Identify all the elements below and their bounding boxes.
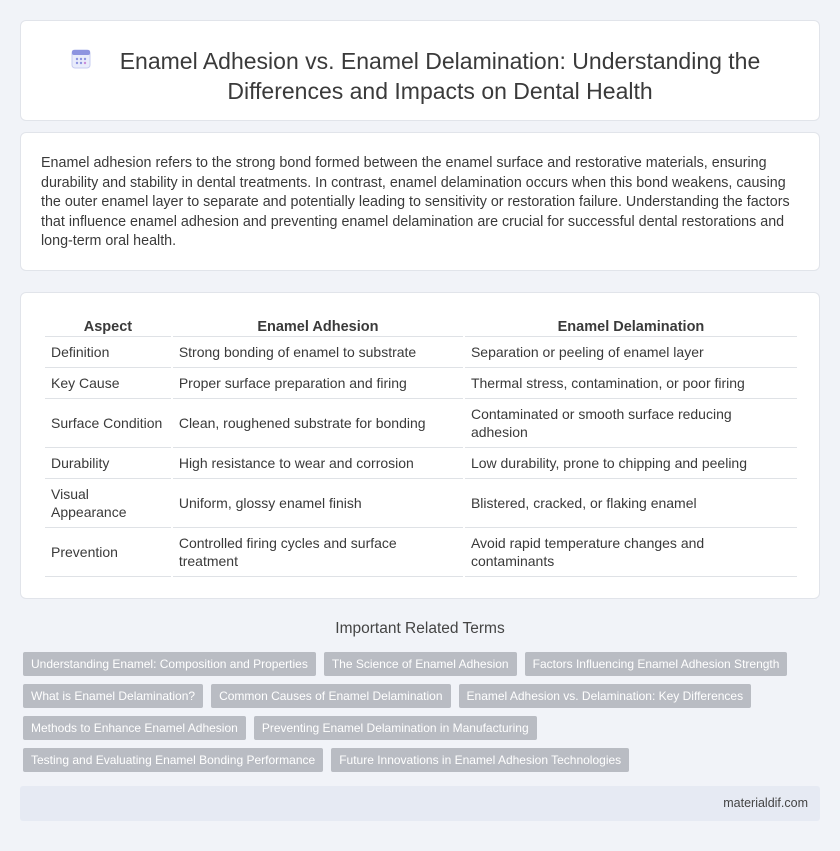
row-aspect: Key Cause bbox=[45, 368, 171, 399]
related-terms-list bbox=[23, 652, 803, 772]
row-adhesion: High resistance to wear and corrosion bbox=[173, 448, 463, 479]
related-term-tag[interactable]: Testing and Evaluating Enamel Bonding Performance bbox=[23, 748, 323, 772]
row-aspect: Prevention bbox=[45, 528, 171, 577]
table-header-row bbox=[45, 317, 797, 337]
table-row bbox=[45, 337, 797, 368]
row-delamination: Thermal stress, contamination, or poor firing bbox=[465, 368, 797, 399]
intro-paragraph: Enamel adhesion refers to the strong bond formed between the enamel surface and restorative materials, ensuring durability and stability in dental treatments. In contrast, enamel delamination occurs when this bond weakens, causing the outer enamel layer to separate and potentially leading to sensitivity or restoration failure. Understanding the factors that influence enamel adhesion and preventing enamel delamination are crucial for successful dental restorations and long-term oral health. bbox=[41, 155, 790, 249]
header-enamel-adhesion: Enamel Adhesion bbox=[173, 317, 463, 337]
row-delamination: Avoid rapid temperature changes and contaminants bbox=[465, 528, 797, 577]
comparison-table bbox=[43, 317, 799, 577]
row-aspect: Surface Condition bbox=[45, 399, 171, 448]
row-delamination: Separation or peeling of enamel layer bbox=[465, 337, 797, 368]
related-term-tag[interactable]: Preventing Enamel Delamination in Manufacturing bbox=[254, 716, 537, 740]
row-aspect: Visual Appearance bbox=[45, 479, 171, 528]
footer bbox=[20, 786, 820, 821]
comparison-card bbox=[20, 292, 820, 599]
page-title: Enamel Adhesion vs. Enamel Delamination: Understanding the Differences and Impacts on Dental Health bbox=[119, 48, 761, 104]
table-row bbox=[45, 528, 797, 577]
row-delamination: Contaminated or smooth surface reducing adhesion bbox=[465, 399, 797, 448]
related-term-tag[interactable]: Common Causes of Enamel Delamination bbox=[211, 684, 450, 708]
row-delamination: Low durability, prone to chipping and peeling bbox=[465, 448, 797, 479]
title-card bbox=[20, 20, 820, 121]
related-term-tag[interactable]: Future Innovations in Enamel Adhesion Technologies bbox=[331, 748, 629, 772]
related-term-tag[interactable]: Methods to Enhance Enamel Adhesion bbox=[23, 716, 246, 740]
table-row bbox=[45, 448, 797, 479]
row-aspect: Definition bbox=[45, 337, 171, 368]
table-row bbox=[45, 479, 797, 528]
header-aspect: Aspect bbox=[45, 317, 171, 337]
table-row bbox=[45, 399, 797, 448]
related-term-tag[interactable]: What is Enamel Delamination? bbox=[23, 684, 203, 708]
table-row bbox=[45, 368, 797, 399]
footer-site-link[interactable]: materialdif.com bbox=[723, 796, 808, 810]
row-delamination: Blistered, cracked, or flaking enamel bbox=[465, 479, 797, 528]
related-term-tag[interactable]: Factors Influencing Enamel Adhesion Strength bbox=[525, 652, 788, 676]
row-adhesion: Controlled firing cycles and surface treatment bbox=[173, 528, 463, 577]
related-term-tag[interactable]: The Science of Enamel Adhesion bbox=[324, 652, 517, 676]
row-adhesion: Proper surface preparation and firing bbox=[173, 368, 463, 399]
related-terms-heading: Important Related Terms bbox=[335, 620, 505, 637]
row-aspect: Durability bbox=[45, 448, 171, 479]
row-adhesion: Strong bonding of enamel to substrate bbox=[173, 337, 463, 368]
related-term-tag[interactable]: Enamel Adhesion vs. Delamination: Key Differences bbox=[459, 684, 752, 708]
related-term-tag[interactable]: Understanding Enamel: Composition and Properties bbox=[23, 652, 316, 676]
row-adhesion: Uniform, glossy enamel finish bbox=[173, 479, 463, 528]
header-enamel-delamination: Enamel Delamination bbox=[465, 317, 797, 337]
row-adhesion: Clean, roughened substrate for bonding bbox=[173, 399, 463, 448]
intro-card bbox=[20, 132, 820, 271]
